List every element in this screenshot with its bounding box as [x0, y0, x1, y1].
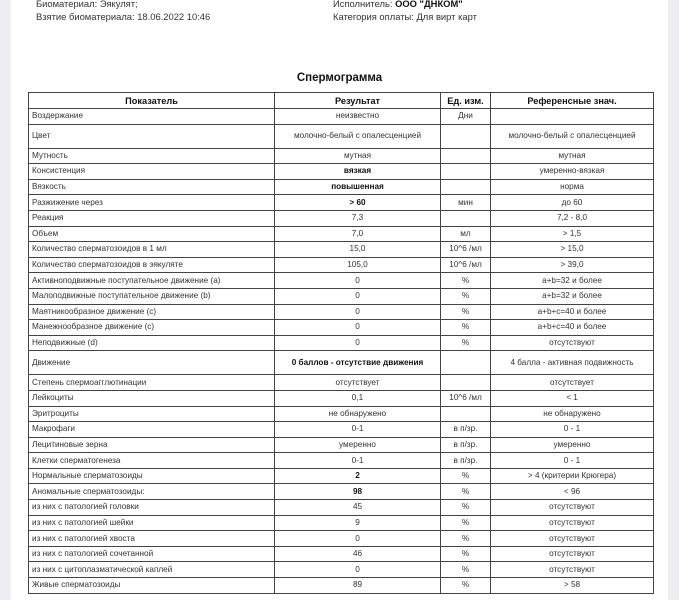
result-cell: 0 [275, 562, 441, 578]
reference-cell: мутная [491, 148, 654, 164]
table-row [29, 437, 654, 453]
unit-cell [441, 406, 491, 422]
indicator-cell: Активноподвижные поступательное движение (a) [29, 273, 275, 289]
unit-cell: % [441, 515, 491, 531]
reference-cell: > 1,5 [491, 226, 654, 242]
indicator-cell: Макрофаги [29, 422, 275, 438]
table-row [29, 320, 654, 336]
column-header-reference: Референсные знач. [491, 93, 654, 109]
unit-cell: % [441, 500, 491, 516]
result-cell: неизвестно [275, 109, 441, 125]
indicator-cell: Консистенция [29, 164, 275, 180]
indicator-cell: Мутность [29, 148, 275, 164]
indicator-cell: Вязкость [29, 179, 275, 195]
unit-cell: % [441, 273, 491, 289]
table-row [29, 375, 654, 391]
reference-cell: 0 - 1 [491, 453, 654, 469]
result-cell: 0 [275, 531, 441, 547]
result-cell: 15,0 [275, 242, 441, 258]
unit-cell [441, 164, 491, 180]
result-cell: 46 [275, 546, 441, 562]
column-header-unit: Ед. изм. [441, 93, 491, 109]
reference-cell: не обнаружено [491, 406, 654, 422]
unit-cell [441, 351, 491, 375]
indicator-cell: Количество сперматозоидов в эякуляте [29, 257, 275, 273]
column-header-indicator: Показатель [29, 93, 275, 109]
reference-cell: отсутствуют [491, 335, 654, 351]
result-cell: 7,0 [275, 226, 441, 242]
taken-line [36, 10, 210, 23]
table-row [29, 148, 654, 164]
table-row [29, 500, 654, 516]
table-row [29, 288, 654, 304]
table-row [29, 422, 654, 438]
meta-left [36, 0, 210, 23]
table-row [29, 242, 654, 258]
indicator-cell: из них с цитоплазматической каплей [29, 562, 275, 578]
reference-cell: < 1 [491, 390, 654, 406]
unit-cell: % [441, 546, 491, 562]
unit-cell: 10^6 /мл [441, 242, 491, 258]
reference-cell: a+b=32 и более [491, 273, 654, 289]
reference-cell: a+b=32 и более [491, 288, 654, 304]
indicator-cell: Реакция [29, 210, 275, 226]
table-row [29, 109, 654, 125]
payment-line [333, 10, 477, 23]
reference-cell: > 15,0 [491, 242, 654, 258]
indicator-cell: Степень спермоагглютинации [29, 375, 275, 391]
document-page [11, 0, 668, 600]
result-cell: повышенная [275, 179, 441, 195]
reference-cell: молочно-белый с опалесценцией [491, 124, 654, 148]
unit-cell [441, 124, 491, 148]
indicator-cell: из них с патологией головки [29, 500, 275, 516]
reference-cell: отсутствуют [491, 546, 654, 562]
unit-cell: % [441, 562, 491, 578]
indicator-cell: Цвет [29, 124, 275, 148]
indicator-cell: Движение [29, 351, 275, 375]
unit-cell: в п/зр. [441, 453, 491, 469]
result-cell: 89 [275, 578, 441, 594]
indicator-cell: Аномальные сперматозоиды: [29, 484, 275, 500]
reference-cell: умеренно-вязкая [491, 164, 654, 180]
reference-cell: 0 - 1 [491, 422, 654, 438]
table-row [29, 210, 654, 226]
unit-cell: % [441, 288, 491, 304]
table-row [29, 562, 654, 578]
reference-cell: до 60 [491, 195, 654, 211]
table-row [29, 164, 654, 180]
reference-cell [491, 109, 654, 125]
unit-cell: 10^6 /мл [441, 390, 491, 406]
unit-cell [441, 148, 491, 164]
indicator-cell: Маятникообразное движение (c) [29, 304, 275, 320]
result-cell: 0 [275, 335, 441, 351]
indicator-cell: из них с патологией хвоста [29, 531, 275, 547]
indicator-cell: Неподвижные (d) [29, 335, 275, 351]
result-cell: 98 [275, 484, 441, 500]
reference-cell: 4 балла - активная подвижность [491, 351, 654, 375]
result-cell: мутная [275, 148, 441, 164]
unit-cell: % [441, 484, 491, 500]
reference-cell: > 39,0 [491, 257, 654, 273]
result-cell: умеренно [275, 437, 441, 453]
indicator-cell: Лецитиновые зерна [29, 437, 275, 453]
reference-cell: a+b+c=40 и более [491, 320, 654, 336]
table-row [29, 195, 654, 211]
table-row [29, 179, 654, 195]
result-cell: 0,1 [275, 390, 441, 406]
result-cell: 0 [275, 304, 441, 320]
result-cell: 105,0 [275, 257, 441, 273]
unit-cell: мл [441, 226, 491, 242]
reference-cell: отсутствуют [491, 531, 654, 547]
payment-value: Для вирт карт [416, 11, 477, 22]
result-cell: 9 [275, 515, 441, 531]
reference-cell: > 58 [491, 578, 654, 594]
table-row [29, 257, 654, 273]
reference-cell: норма [491, 179, 654, 195]
reference-cell: отсутствуют [491, 500, 654, 516]
result-cell: > 60 [275, 195, 441, 211]
table-row [29, 390, 654, 406]
indicator-cell: Воздержание [29, 109, 275, 125]
unit-cell: % [441, 304, 491, 320]
executor-label: Исполнитель: [333, 0, 393, 9]
result-cell: не обнаружено [275, 406, 441, 422]
table-row [29, 226, 654, 242]
reference-cell: умеренно [491, 437, 654, 453]
result-cell: вязкая [275, 164, 441, 180]
reference-cell: отсутствуют [491, 562, 654, 578]
reference-cell: a+b+c=40 и более [491, 304, 654, 320]
results-table [28, 92, 654, 594]
taken-value: 18.06.2022 10:46 [137, 11, 211, 22]
table-row [29, 484, 654, 500]
executor-line [333, 0, 477, 10]
indicator-cell: Малоподвижные поступательное движение (b) [29, 288, 275, 304]
table-row [29, 578, 654, 594]
unit-cell: % [441, 320, 491, 336]
table-row [29, 531, 654, 547]
indicator-cell: Объем [29, 226, 275, 242]
reference-cell: > 4 (критерии Крюгера) [491, 468, 654, 484]
result-cell: 0 [275, 288, 441, 304]
payment-label: Категория оплаты: [333, 11, 414, 22]
indicator-cell: Разжижение через [29, 195, 275, 211]
table-row [29, 273, 654, 289]
result-cell: 7,3 [275, 210, 441, 226]
indicator-cell: Живые сперматозоиды [29, 578, 275, 594]
table-body [29, 109, 654, 594]
biomaterial-value: Эякулят; [99, 0, 138, 9]
reference-cell: 7,2 - 8,0 [491, 210, 654, 226]
result-cell: отсутствует [275, 375, 441, 391]
result-cell: 0-1 [275, 453, 441, 469]
result-cell: 0 [275, 320, 441, 336]
meta-right [333, 0, 477, 23]
table-row [29, 124, 654, 148]
unit-cell: Дни [441, 109, 491, 125]
result-cell: 0 [275, 273, 441, 289]
unit-cell: % [441, 335, 491, 351]
table-row [29, 335, 654, 351]
unit-cell: % [441, 468, 491, 484]
unit-cell: % [441, 531, 491, 547]
indicator-cell: Манежнообразное движение (c) [29, 320, 275, 336]
table-row [29, 515, 654, 531]
table-row [29, 406, 654, 422]
result-cell: 45 [275, 500, 441, 516]
indicator-cell: из них с патологией шейки [29, 515, 275, 531]
column-header-result: Результат [275, 93, 441, 109]
indicator-cell: из них с патологией сочетанной [29, 546, 275, 562]
unit-cell [441, 375, 491, 391]
report-title: Спермограмма [296, 72, 383, 84]
unit-cell: 10^6 /мл [441, 257, 491, 273]
taken-label: Взятие биоматериала: [36, 11, 135, 22]
unit-cell: в п/зр. [441, 437, 491, 453]
table-row [29, 304, 654, 320]
reference-cell: отсутствуют [491, 515, 654, 531]
unit-cell: в п/зр. [441, 422, 491, 438]
unit-cell: % [441, 578, 491, 594]
reference-cell: отсутствует [491, 375, 654, 391]
executor-value: ООО "ДНКОМ" [395, 0, 463, 9]
table-row [29, 453, 654, 469]
indicator-cell: Количество сперматозоидов в 1 мл [29, 242, 275, 258]
biomaterial-label: Биоматериал: [36, 0, 98, 9]
result-cell: 2 [275, 468, 441, 484]
indicator-cell: Эритроциты [29, 406, 275, 422]
biomaterial-line [36, 0, 210, 10]
table-row [29, 546, 654, 562]
table-header-row [29, 93, 654, 109]
table-row [29, 351, 654, 375]
result-cell: 0-1 [275, 422, 441, 438]
reference-cell: < 96 [491, 484, 654, 500]
unit-cell: мин [441, 195, 491, 211]
indicator-cell: Клетки сперматогенеза [29, 453, 275, 469]
table-row [29, 468, 654, 484]
indicator-cell: Нормальные сперматозоиды [29, 468, 275, 484]
result-cell: 0 баллов - отсутствие движения [275, 351, 441, 375]
result-cell: молочно-белый с опалесценцией [275, 124, 441, 148]
indicator-cell: Лейкоциты [29, 390, 275, 406]
unit-cell [441, 179, 491, 195]
unit-cell [441, 210, 491, 226]
